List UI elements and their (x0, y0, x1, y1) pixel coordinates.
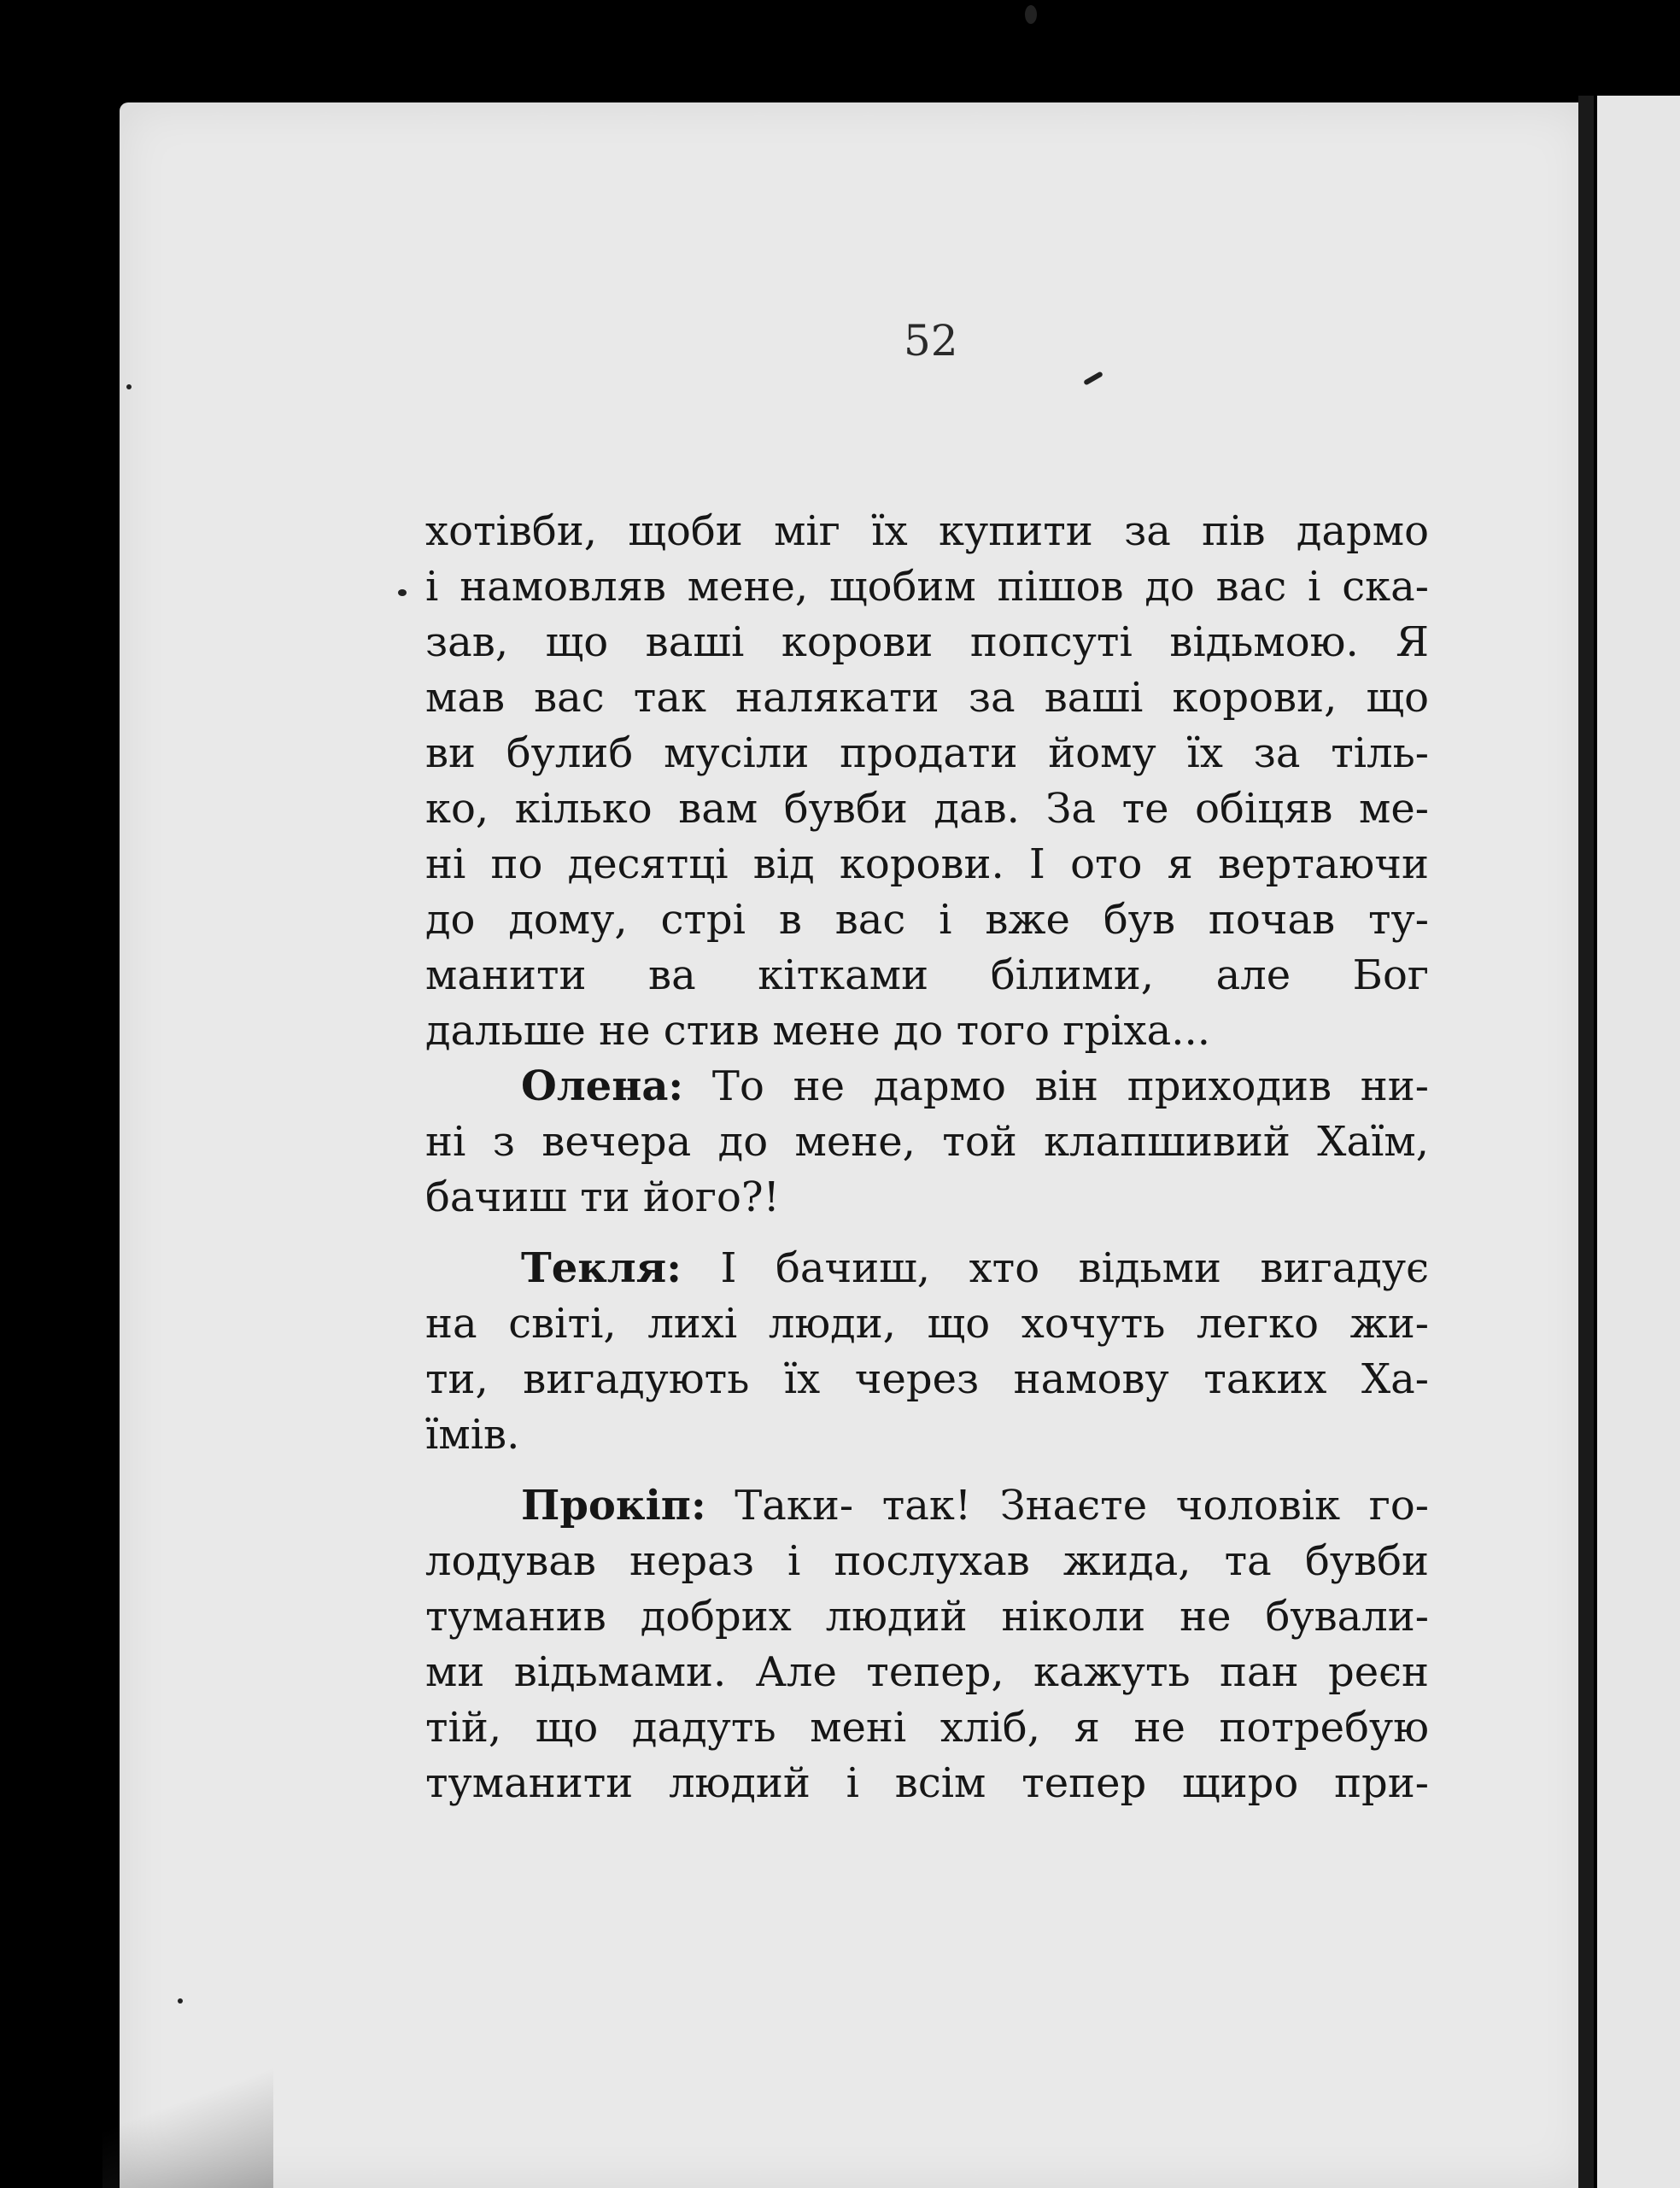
text-line: ми відьмами. Але тепер, кажуть пан реєн (425, 1648, 1429, 1696)
scan-speck (126, 384, 132, 389)
page-body (425, 504, 1429, 1811)
dialogue-first-line (425, 1241, 1429, 1296)
text-line: ви булиб мусіли продати йому їх за тіль- (425, 729, 1429, 777)
text-line: і намовляв мене, щобим пішов до вас і ска- (425, 563, 1429, 611)
speaker-name: Текля: (521, 1244, 682, 1292)
text-line: ко, кілько вам бувби дав. За те обіцяв ме- (425, 785, 1429, 833)
page-number: 52 (904, 316, 958, 366)
text-line: хотівби, щоби міг їх купити за пів дармо (425, 507, 1429, 555)
text-line: на світі, лихі люди, що хочуть легко жи- (425, 1300, 1429, 1348)
text-line: ні по десятці від корови. І ото я вертаючи (425, 840, 1429, 888)
scan-speck (1025, 5, 1037, 24)
text-line: до дому, стрі в вас і вже був почав ту- (425, 896, 1429, 944)
dialogue-first-line (425, 1059, 1429, 1114)
dialogue-first-line (425, 1478, 1429, 1534)
text-line: тій, що дадуть мені хліб, я не потребую (425, 1704, 1429, 1752)
dialogue-text: То не дармо він приходив ни- (711, 1062, 1429, 1110)
facing-page-edge (1597, 96, 1680, 2188)
text-line: бачиш ти його?! (425, 1173, 780, 1221)
page-corner-shadow (102, 2050, 273, 2188)
text-line: манити ва кітками білими, але Бог (425, 951, 1429, 999)
text-line: ні з вечера до мене, той клапшивий Хаїм, (425, 1118, 1429, 1166)
text-line: туманити людий і всім тепер щиро при- (425, 1759, 1429, 1807)
scan-speck (398, 589, 407, 596)
scan-speck (178, 1998, 183, 2004)
text-line: лодував нераз і послухав жида, та бувби (425, 1537, 1429, 1585)
text-line: зав, що ваші корови попсуті відьмою. Я (425, 618, 1429, 666)
text-line: ти, вигадують їх через намову таких Ха- (425, 1355, 1429, 1403)
dialogue-text: І бачиш, хто відьми вигадує (720, 1244, 1429, 1292)
book-gutter (1578, 96, 1594, 2188)
text-line: дальше не стив мене до того гріха... (425, 1007, 1211, 1055)
text-line: їмів. (425, 1411, 520, 1459)
speaker-name: Олена: (521, 1062, 684, 1110)
dialogue-text: Таки- так! Знаєте чоловік го- (735, 1482, 1429, 1530)
speaker-name: Прокіп: (521, 1482, 706, 1530)
text-line: мав вас так налякати за ваші корови, що (425, 674, 1429, 722)
text-line: туманив добрих людий ніколи не бували- (425, 1593, 1429, 1641)
